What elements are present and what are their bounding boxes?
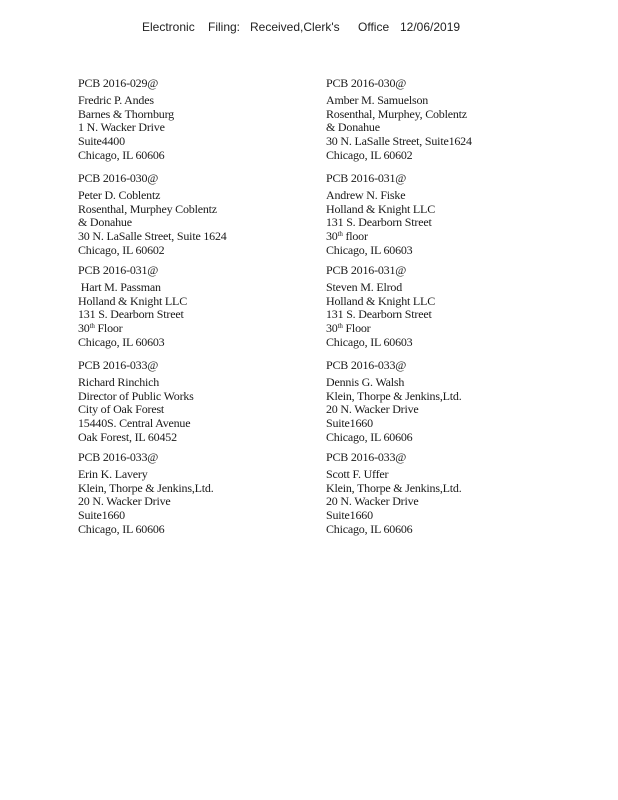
service-entry bbox=[78, 359, 318, 445]
organization-name: City of Oak Forest bbox=[78, 402, 165, 417]
header-electronic: Electronic bbox=[142, 20, 195, 34]
case-number: PCB 2016-031@ bbox=[326, 171, 407, 185]
case-number: PCB 2016-033@ bbox=[78, 450, 159, 464]
floor: 30th Floor bbox=[326, 321, 371, 336]
city-state-zip: Chicago, IL 60602 bbox=[326, 147, 413, 162]
street-address: 131 S. Dearborn Street bbox=[326, 307, 432, 322]
suite: Suite1660 bbox=[326, 508, 373, 523]
firm-name: Klein, Thorpe & Jenkins,Ltd. bbox=[326, 480, 462, 495]
city-state-zip: Chicago, IL 60602 bbox=[78, 242, 165, 257]
header-office: Office bbox=[358, 20, 390, 34]
recipient-name: Andrew N. Fiske bbox=[326, 187, 406, 202]
service-entry bbox=[326, 172, 566, 258]
case-number: PCB 2016-033@ bbox=[326, 450, 407, 464]
street-address: 20 N. Wacker Drive bbox=[78, 494, 171, 509]
firm-name: Klein, Thorpe & Jenkins,Ltd. bbox=[326, 388, 462, 403]
header-date: 12/06/2019 bbox=[400, 20, 461, 34]
street-address: 20 N. Wacker Drive bbox=[326, 402, 419, 417]
case-number: PCB 2016-033@ bbox=[326, 358, 407, 372]
recipient-name: Hart M. Passman bbox=[78, 279, 161, 294]
header-received: Received,Clerk's bbox=[250, 20, 340, 34]
city-state-zip: Chicago, IL 60606 bbox=[78, 521, 165, 536]
firm-name: Holland & Knight LLC bbox=[326, 201, 435, 216]
recipient-name: Erin K. Lavery bbox=[78, 466, 148, 481]
case-number: PCB 2016-030@ bbox=[326, 76, 407, 90]
street-address: 15440S. Central Avenue bbox=[78, 416, 191, 431]
recipient-title: Director of Public Works bbox=[78, 388, 194, 403]
street-address: 20 N. Wacker Drive bbox=[326, 494, 419, 509]
service-entry bbox=[326, 359, 566, 445]
case-number: PCB 2016-031@ bbox=[326, 263, 407, 277]
service-entry bbox=[326, 77, 566, 163]
street-address: 30 N. LaSalle Street, Suite1624 bbox=[326, 134, 472, 149]
firm-name: Rosenthal, Murphey, Coblentz bbox=[326, 106, 467, 121]
city-state-zip: Oak Forest, IL 60452 bbox=[78, 429, 177, 444]
street-address: 131 S. Dearborn Street bbox=[326, 215, 432, 230]
firm-name: Klein, Thorpe & Jenkins,Ltd. bbox=[78, 480, 214, 495]
case-number: PCB 2016-029@ bbox=[78, 76, 159, 90]
recipient-name: Fredric P. Andes bbox=[78, 92, 154, 107]
firm-name: Barnes & Thornburg bbox=[78, 106, 174, 121]
firm-name: Rosenthal, Murphey Coblentz bbox=[78, 201, 217, 216]
city-state-zip: Chicago, IL 60606 bbox=[326, 521, 413, 536]
service-entry bbox=[326, 451, 566, 537]
floor: 30th floor bbox=[326, 229, 368, 244]
firm-name: Holland & Knight LLC bbox=[78, 293, 187, 308]
recipient-name: Amber M. Samuelson bbox=[326, 92, 429, 107]
service-entry bbox=[78, 264, 318, 350]
city-state-zip: Chicago, IL 60606 bbox=[78, 147, 165, 162]
city-state-zip: Chicago, IL 60603 bbox=[78, 334, 165, 349]
case-number: PCB 2016-033@ bbox=[78, 358, 159, 372]
suite: Suite1660 bbox=[78, 508, 125, 523]
city-state-zip: Chicago, IL 60606 bbox=[326, 429, 413, 444]
recipient-name: Steven M. Elrod bbox=[326, 279, 402, 294]
suite: Suite4400 bbox=[78, 134, 125, 149]
street-address: 30 N. LaSalle Street, Suite 1624 bbox=[78, 229, 227, 244]
street-address: 131 S. Dearborn Street bbox=[78, 307, 184, 322]
case-number: PCB 2016-030@ bbox=[78, 171, 159, 185]
header-filing: Filing: bbox=[208, 20, 241, 34]
service-entry bbox=[326, 264, 566, 350]
firm-name: Holland & Knight LLC bbox=[326, 293, 435, 308]
suite: Suite1660 bbox=[326, 416, 373, 431]
service-entry bbox=[78, 451, 318, 537]
recipient-name: Dennis G. Walsh bbox=[326, 374, 405, 389]
city-state-zip: Chicago, IL 60603 bbox=[326, 334, 413, 349]
floor: 30th Floor bbox=[78, 321, 123, 336]
firm-name-continued: & Donahue bbox=[326, 120, 380, 135]
recipient-name: Scott F. Uffer bbox=[326, 466, 389, 481]
service-entry bbox=[78, 77, 318, 163]
service-entry bbox=[78, 172, 318, 258]
city-state-zip: Chicago, IL 60603 bbox=[326, 242, 413, 257]
street-address: 1 N. Wacker Drive bbox=[78, 120, 165, 135]
recipient-name: Richard Rinchich bbox=[78, 374, 160, 389]
recipient-name: Peter D. Coblentz bbox=[78, 187, 161, 202]
case-number: PCB 2016-031@ bbox=[78, 263, 159, 277]
firm-name-continued: & Donahue bbox=[78, 215, 132, 230]
